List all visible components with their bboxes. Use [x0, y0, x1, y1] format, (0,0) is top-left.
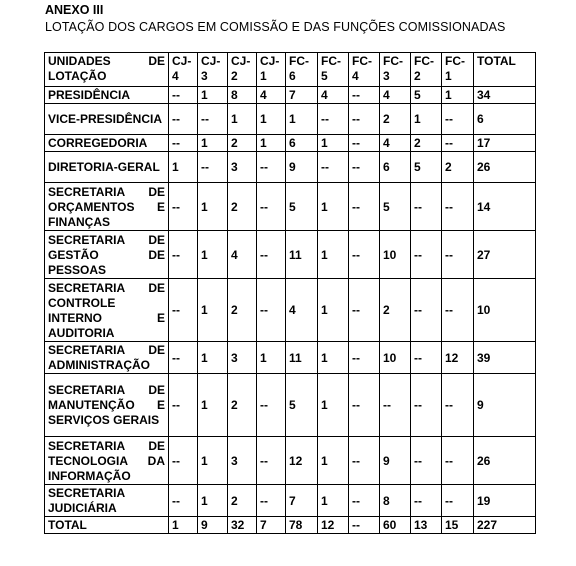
- table-cell: --: [198, 104, 228, 135]
- table-cell: 1: [169, 517, 198, 534]
- column-header: FC-3: [380, 53, 411, 87]
- unit-name: VICE-PRESIDÊNCIA: [45, 104, 169, 135]
- table-cell: 5: [286, 374, 318, 437]
- table-cell: --: [411, 279, 442, 342]
- table-cell: --: [411, 374, 442, 437]
- table-cell: 1: [198, 279, 228, 342]
- table-cell: 1: [318, 183, 349, 231]
- table-cell: 1: [318, 437, 349, 485]
- table-cell: --: [169, 135, 198, 152]
- table-row: [45, 374, 536, 437]
- table-cell: 39: [474, 342, 536, 374]
- table-row: [45, 104, 536, 135]
- table-cell: --: [198, 152, 228, 183]
- table-cell: 9: [286, 152, 318, 183]
- table-cell: --: [349, 104, 380, 135]
- table-cell: --: [169, 87, 198, 104]
- table-cell: 78: [286, 517, 318, 534]
- unit-name: SECRETARIA DE GESTÃO DE PESSOAS: [45, 231, 169, 279]
- table-cell: --: [411, 231, 442, 279]
- table-cell: 1: [318, 231, 349, 279]
- table-cell: --: [169, 183, 198, 231]
- table-cell: 227: [474, 517, 536, 534]
- table-cell: 1: [257, 104, 286, 135]
- table-cell: 12: [318, 517, 349, 534]
- table-cell: 2: [380, 104, 411, 135]
- table-cell: 4: [286, 279, 318, 342]
- table-cell: 8: [380, 485, 411, 517]
- table-cell: 2: [228, 374, 257, 437]
- column-header: FC-1: [442, 53, 474, 87]
- column-header: CJ-4: [169, 53, 198, 87]
- table-cell: 5: [411, 87, 442, 104]
- table-cell: --: [169, 279, 198, 342]
- table-body: [45, 53, 536, 534]
- table-cell: 11: [286, 231, 318, 279]
- table-cell: 1: [318, 342, 349, 374]
- table-cell: 10: [380, 231, 411, 279]
- table-cell: --: [169, 374, 198, 437]
- column-header: UNIDADES DE LOTAÇÃO: [45, 53, 169, 87]
- table-cell: --: [442, 231, 474, 279]
- table-cell: 6: [286, 135, 318, 152]
- table-cell: 1: [411, 104, 442, 135]
- table-cell: 3: [228, 152, 257, 183]
- table-cell: 3: [228, 437, 257, 485]
- table-cell: 7: [257, 517, 286, 534]
- table-cell: 9: [380, 437, 411, 485]
- unit-name: SECRETARIA DE ORÇAMENTOS E FINANÇAS: [45, 183, 169, 231]
- table-cell: 14: [474, 183, 536, 231]
- header-row: [45, 53, 536, 87]
- table-cell: 60: [380, 517, 411, 534]
- table-row: [45, 135, 536, 152]
- table-cell: 1: [318, 279, 349, 342]
- table-cell: 4: [380, 87, 411, 104]
- table-cell: 6: [380, 152, 411, 183]
- table-cell: --: [169, 104, 198, 135]
- unit-name: DIRETORIA-GERAL: [45, 152, 169, 183]
- table-cell: 11: [286, 342, 318, 374]
- table-cell: --: [380, 374, 411, 437]
- table-cell: --: [411, 342, 442, 374]
- table-cell: --: [318, 104, 349, 135]
- table-cell: --: [442, 437, 474, 485]
- table-cell: --: [169, 231, 198, 279]
- table-cell: 2: [442, 152, 474, 183]
- table-cell: 9: [474, 374, 536, 437]
- table-cell: --: [442, 279, 474, 342]
- table-cell: 8: [228, 87, 257, 104]
- table-cell: --: [411, 437, 442, 485]
- unit-name: SECRETARIA DE TECNOLOGIA DA INFORMAÇÃO: [45, 437, 169, 485]
- column-header: FC-2: [411, 53, 442, 87]
- unit-name: SECRETARIA JUDICIÁRIA: [45, 485, 169, 517]
- table-cell: --: [349, 437, 380, 485]
- unit-name: SECRETARIA DE CONTROLE INTERNO E AUDITORIA: [45, 279, 169, 342]
- table-cell: 5: [411, 152, 442, 183]
- table-cell: 12: [442, 342, 474, 374]
- table-cell: 1: [198, 231, 228, 279]
- table-cell: 1: [318, 485, 349, 517]
- table-cell: 1: [198, 135, 228, 152]
- unit-name: SECRETARIA DE MANUTENÇÃO E SERVIÇOS GERAIS: [45, 374, 169, 437]
- staffing-table: [44, 52, 536, 534]
- table-cell: 1: [318, 374, 349, 437]
- column-header: CJ-2: [228, 53, 257, 87]
- table-cell: 34: [474, 87, 536, 104]
- table-cell: 4: [380, 135, 411, 152]
- table-cell: --: [349, 517, 380, 534]
- table-cell: --: [257, 437, 286, 485]
- table-cell: --: [442, 183, 474, 231]
- table-cell: 32: [228, 517, 257, 534]
- table-cell: 10: [474, 279, 536, 342]
- column-header: FC-5: [318, 53, 349, 87]
- table-cell: 12: [286, 437, 318, 485]
- table-cell: 2: [411, 135, 442, 152]
- table-cell: 3: [228, 342, 257, 374]
- table-cell: --: [442, 135, 474, 152]
- table-cell: 4: [318, 87, 349, 104]
- table-cell: 4: [257, 87, 286, 104]
- table-cell: 2: [228, 183, 257, 231]
- table-cell: 1: [198, 87, 228, 104]
- unit-name: SECRETARIA DE ADMINISTRAÇÃO: [45, 342, 169, 374]
- table-cell: 6: [474, 104, 536, 135]
- table-cell: 17: [474, 135, 536, 152]
- table-row: [45, 87, 536, 104]
- column-header: CJ-1: [257, 53, 286, 87]
- table-cell: --: [442, 485, 474, 517]
- table-cell: 5: [286, 183, 318, 231]
- table-cell: 1: [198, 485, 228, 517]
- table-cell: --: [411, 183, 442, 231]
- table-cell: 5: [380, 183, 411, 231]
- table-cell: 26: [474, 437, 536, 485]
- column-header: TOTAL: [474, 53, 536, 87]
- table-cell: --: [169, 437, 198, 485]
- table-cell: 10: [380, 342, 411, 374]
- table-cell: 15: [442, 517, 474, 534]
- annex-title: ANEXO III: [45, 3, 104, 17]
- table-cell: --: [257, 231, 286, 279]
- table-cell: --: [318, 152, 349, 183]
- annex-subtitle: LOTAÇÃO DOS CARGOS EM COMISSÃO E DAS FUNÇÕES COMISSIONADAS: [45, 20, 506, 34]
- table-cell: --: [257, 485, 286, 517]
- table-cell: 7: [286, 485, 318, 517]
- table-row: [45, 231, 536, 279]
- table-cell: --: [349, 183, 380, 231]
- table-cell: --: [349, 135, 380, 152]
- table-cell: --: [257, 374, 286, 437]
- table-cell: 2: [228, 135, 257, 152]
- table-cell: 1: [257, 135, 286, 152]
- table-cell: --: [349, 279, 380, 342]
- table-cell: 1: [318, 135, 349, 152]
- column-header: FC-4: [349, 53, 380, 87]
- table-cell: 1: [198, 183, 228, 231]
- table-cell: --: [349, 342, 380, 374]
- table-cell: --: [169, 485, 198, 517]
- table-cell: --: [442, 374, 474, 437]
- table-cell: 1: [442, 87, 474, 104]
- table-cell: --: [257, 183, 286, 231]
- table-cell: 1: [169, 152, 198, 183]
- table-cell: 7: [286, 87, 318, 104]
- table-cell: --: [257, 152, 286, 183]
- column-header: FC-6: [286, 53, 318, 87]
- table-cell: --: [411, 485, 442, 517]
- table-cell: 1: [228, 104, 257, 135]
- table-cell: 13: [411, 517, 442, 534]
- table-cell: 1: [198, 342, 228, 374]
- table-cell: 2: [228, 279, 257, 342]
- unit-name: TOTAL: [45, 517, 169, 534]
- table-row: [45, 279, 536, 342]
- unit-name: CORREGEDORIA: [45, 135, 169, 152]
- table-row: [45, 437, 536, 485]
- total-row: [45, 517, 536, 534]
- table-cell: --: [349, 485, 380, 517]
- table-cell: 1: [198, 437, 228, 485]
- table-cell: 4: [228, 231, 257, 279]
- table-cell: --: [349, 374, 380, 437]
- table-cell: 1: [286, 104, 318, 135]
- table-row: [45, 485, 536, 517]
- table-row: [45, 342, 536, 374]
- unit-name: PRESIDÊNCIA: [45, 87, 169, 104]
- column-header: CJ-3: [198, 53, 228, 87]
- table-cell: --: [257, 279, 286, 342]
- table-cell: --: [349, 231, 380, 279]
- table-cell: 2: [380, 279, 411, 342]
- table-cell: 1: [198, 374, 228, 437]
- table-cell: 19: [474, 485, 536, 517]
- table-cell: 1: [257, 342, 286, 374]
- table-cell: --: [349, 87, 380, 104]
- table-row: [45, 152, 536, 183]
- table-row: [45, 183, 536, 231]
- table-cell: 27: [474, 231, 536, 279]
- table-cell: 9: [198, 517, 228, 534]
- table-cell: 2: [228, 485, 257, 517]
- table-cell: --: [442, 104, 474, 135]
- table-cell: --: [169, 342, 198, 374]
- table-cell: 26: [474, 152, 536, 183]
- table-cell: --: [349, 152, 380, 183]
